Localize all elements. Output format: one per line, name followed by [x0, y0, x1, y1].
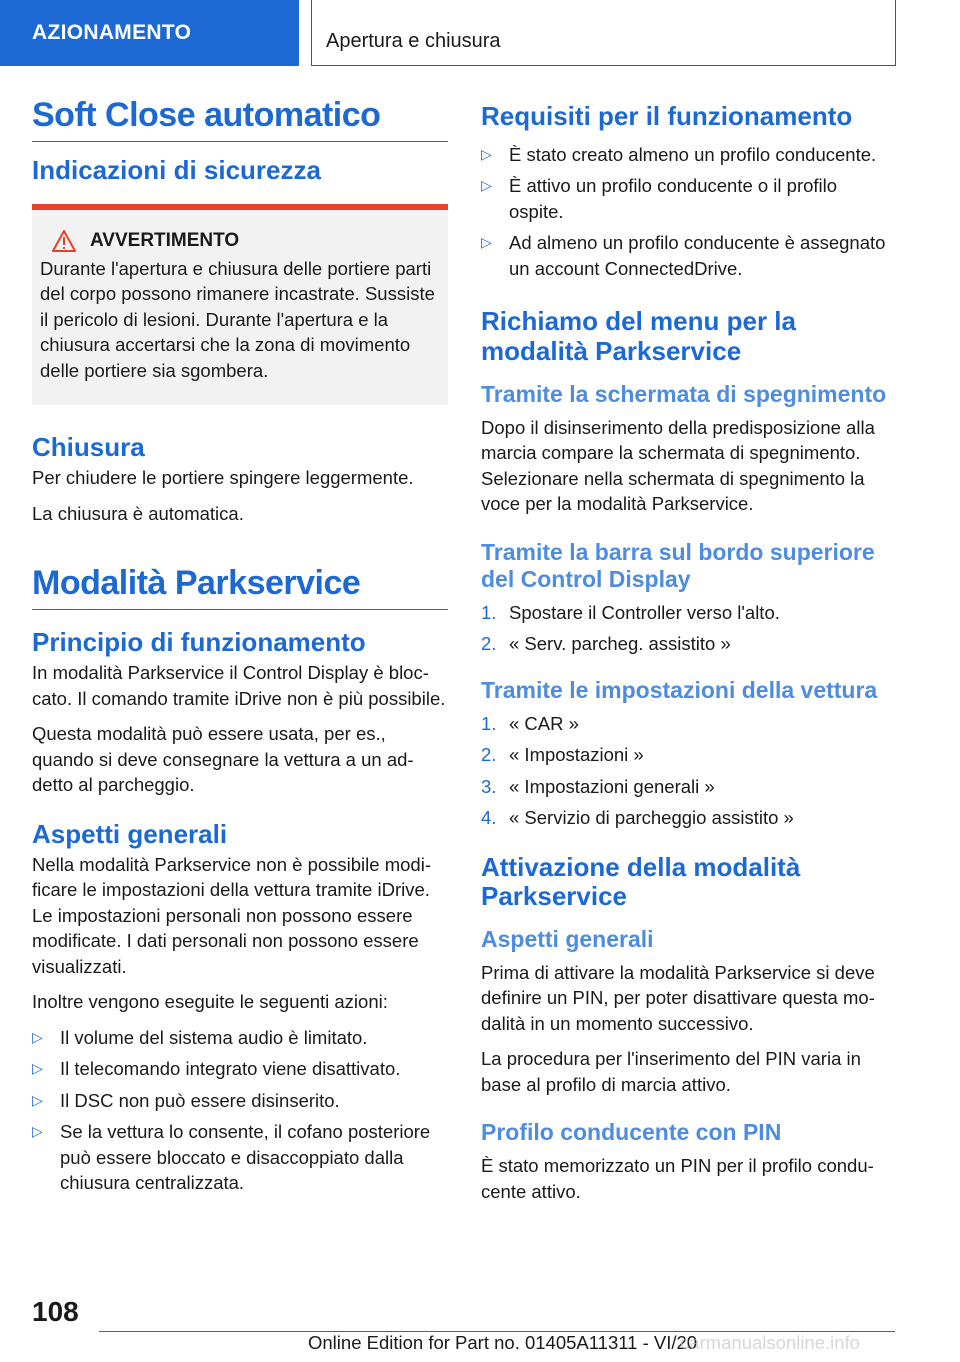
act-general-text-2: La procedura per l'inserimento del PIN varia in base al profilo di marcia attivo. — [481, 1048, 861, 1095]
list-item: ▷ Il telecomando integrato viene disattivato. — [32, 1056, 448, 1082]
general-heading: Aspetti generali — [32, 818, 228, 849]
bar-heading: Tramite la barra sul bordo superiore del Control Display — [481, 538, 875, 593]
list-item: ▷ È attivo un profilo conducente o il profilo ospite. — [481, 175, 838, 222]
list-item: 3. « Impostazioni generali » — [481, 775, 715, 797]
warning-triangle-icon — [52, 230, 76, 252]
general-text-1: Nella modalità Parkservice non è possibile modificare le impostazioni della vettura tramite iDrive. Le impostazioni personali non possono essere modificate. I dati personali non possono essere visualizzati. — [32, 853, 431, 977]
bullet-triangle-icon: ▷ — [481, 234, 492, 251]
shutdown-heading: Tramite la schermata di spegnimento — [481, 381, 887, 408]
list-item: ▷ È stato creato almeno un profilo conducente. — [481, 142, 895, 168]
bullet-triangle-icon: ▷ — [32, 1060, 43, 1077]
principle-text-1: In modalità Parkservice il Control Display è bloccato. Il comando tramite iDrive non è più possibile. — [32, 662, 446, 709]
closing-heading: Chiusura — [32, 432, 145, 463]
list-item: 2. « Impostazioni » — [481, 744, 644, 766]
principle-heading: Principio di funzionamento — [32, 627, 366, 658]
warning-label: AVVERTIMENTO — [90, 229, 240, 251]
principle-text-2: Questa modalità può essere usata, per es., quando si deve consegnare la vettura a un addetto al parcheggio. — [32, 723, 414, 796]
watermark: carmanualsonline.info — [680, 1332, 860, 1353]
left-column — [32, 96, 448, 1210]
bullet-triangle-icon: ▷ — [32, 1091, 43, 1108]
soft-close-heading: Soft Close automatico — [32, 96, 381, 134]
act-general-heading: Aspetti generali — [481, 926, 654, 953]
warning-text: Durante l'apertura e chiusura delle portiere parti del corpo possono rimanere incastrate. Sussiste il pericolo di lesioni. Durante l'apertura e la chiusura accertarsi che la zona di movimento delle portiere sia sgombera. — [40, 257, 435, 381]
edition-text: Online Edition for Part no. 01405A11311 - VI/20 — [308, 1332, 698, 1353]
list-item: 1. Spostare il Controller verso l'alto. — [481, 601, 780, 623]
bullet-triangle-icon: ▷ — [32, 1123, 43, 1140]
list-item: ▷ Se la vettura lo consente, il cofano posteriore può essere bloccato e disaccoppiato dalla chiusura centralizzata. — [32, 1121, 431, 1194]
activation-heading: Attivazione della modalità Parkservice — [481, 851, 801, 912]
general-text-2: Inoltre vengono eseguite le seguenti azioni: — [32, 991, 388, 1013]
closing-text-1: Per chiudere le portiere spingere leggermente. — [32, 467, 414, 489]
requirements-heading: Requisiti per il funzionamento — [481, 101, 853, 131]
act-general-text-1: Prima di attivare la modalità Parkservice si deve definire un PIN, per poter disattivare questa modalità in un momento successivo. — [481, 961, 875, 1034]
shutdown-text: Dopo il disinserimento della predisposizione alla marcia compare la schermata di spegnimento. Selezionare nella schermata di spegnimento la voce per la modalità Parkservice. — [481, 416, 875, 515]
actions-list — [32, 1025, 448, 1196]
safety-heading: Indicazioni di sicurezza — [32, 155, 321, 185]
settings-heading: Tramite le impostazioni della vettura — [481, 676, 878, 703]
bar-steps — [481, 600, 895, 657]
list-item: ▷ Il DSC non può essere disinserito. — [32, 1088, 448, 1114]
menu-heading: Richiamo del menu per la modalità Parkservice — [481, 306, 796, 367]
pin-text: È stato memorizzato un PIN per il profilo conducente attivo. — [481, 1155, 874, 1202]
bullet-triangle-icon: ▷ — [481, 177, 492, 194]
list-item: 1. « CAR » — [481, 712, 579, 734]
warning-box — [32, 210, 448, 406]
list-item: ▷ Ad almeno un profilo conducente è assegnato un account ConnectedDrive. — [481, 232, 886, 279]
chapter-title: Apertura e chiusura — [311, 0, 896, 66]
closing-text-2: La chiusura è automatica. — [32, 502, 244, 524]
right-column — [481, 102, 895, 1214]
list-item: 4. « Servizio di parcheggio assistito » — [481, 807, 794, 829]
settings-steps — [481, 711, 895, 831]
list-item: 2. « Serv. parcheg. assistito » — [481, 633, 731, 655]
bullet-triangle-icon: ▷ — [32, 1028, 43, 1045]
bullet-triangle-icon: ▷ — [481, 145, 492, 162]
pin-heading: Profilo conducente con PIN — [481, 1119, 782, 1146]
requirements-list — [481, 142, 895, 282]
section-tab: AZIONAMENTO — [0, 0, 299, 66]
parkservice-heading: Modalità Parkservice — [32, 564, 361, 603]
list-item: ▷ Il volume del sistema audio è limitato. — [32, 1025, 448, 1051]
page-number: 108 — [32, 1296, 79, 1327]
